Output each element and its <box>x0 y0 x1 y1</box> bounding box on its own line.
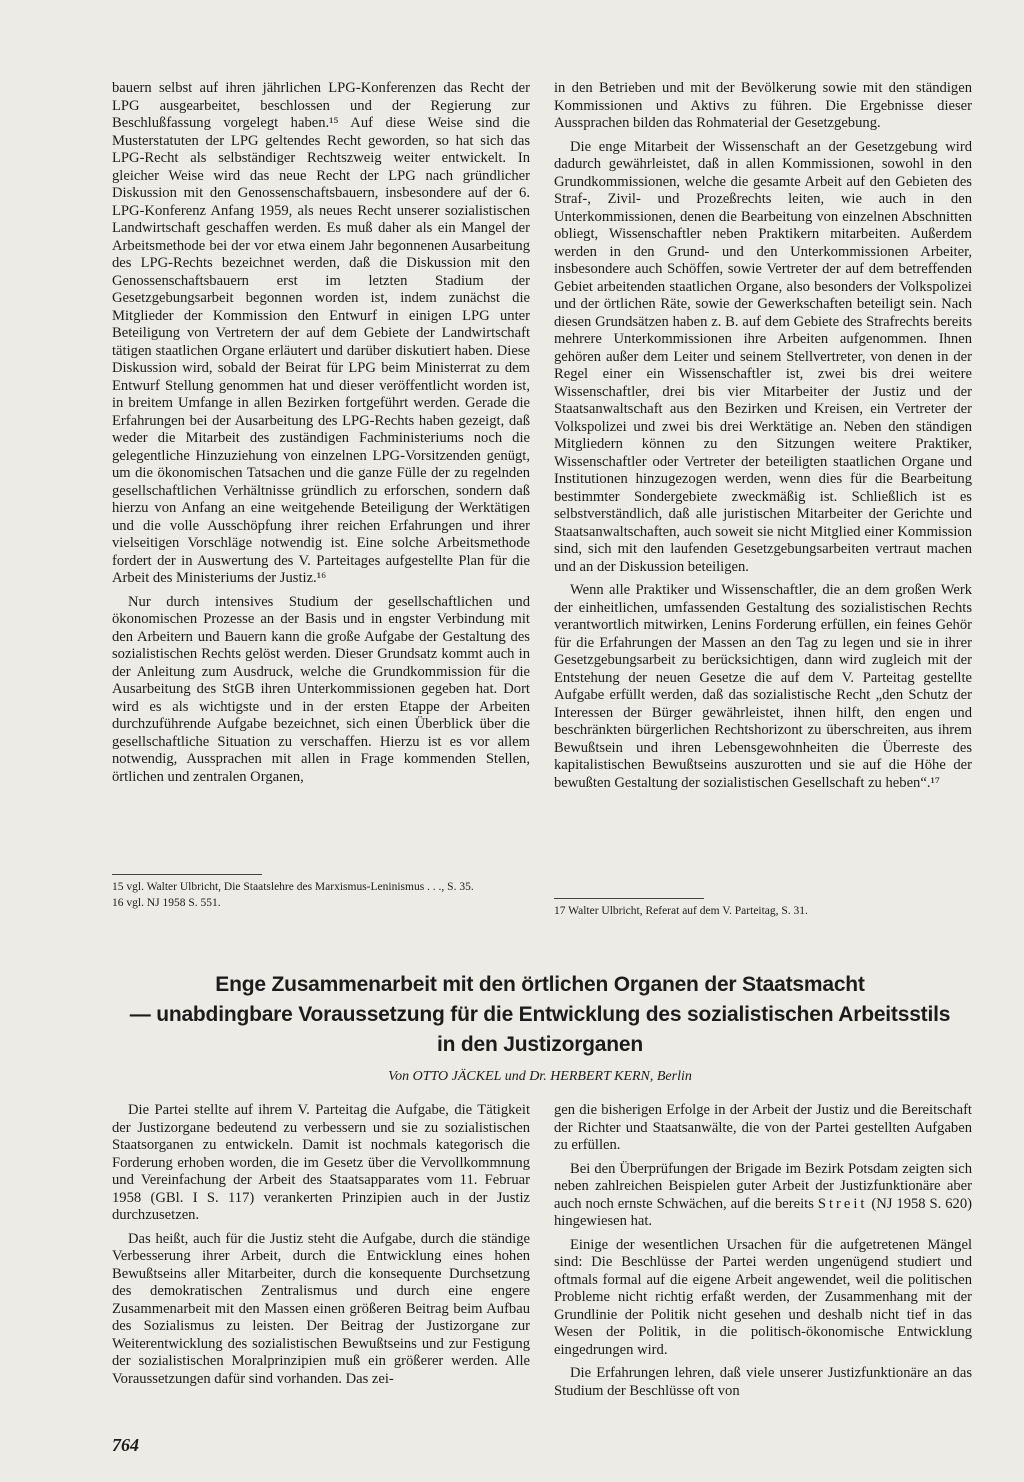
footnotes-right <box>554 904 972 920</box>
footnote-rule <box>554 898 704 899</box>
paragraph: Die Erfahrungen lehren, daß viele unserer Justizfunktionäre an das Studium der Beschlüsse oft von <box>554 1365 972 1399</box>
author-name-spaced: Streit <box>817 1195 868 1212</box>
paragraph: Das heißt, auch für die Justiz steht die Aufgabe, durch die ständige Verbesserung ihrer Arbeit, durch die Entwicklung eines hohen Bewußtseins aller Mitarbeiter, durch die konsequente Durchsetzung des demokratischen Zentralismus und durch eine engere Zusammenarbeit mit den Massen einen größeren Beitrag beim Aufbau des Sozialismus zu leisten. Der Beitrag der Justizorgane zur Weiterentwicklung des sozialistischen Bewußtseins und zur Festigung der sozialistischen Moralprinzipien muß ein größerer werden. Alle Voraussetzungen dafür sind vorhanden. Das zei- <box>112 1230 530 1387</box>
top-right-column <box>554 80 972 798</box>
footnotes-left <box>112 880 530 912</box>
text-run: (NJ 1958 S. 620) hingewiesen hat. <box>554 1195 972 1229</box>
paragraph: Wenn alle Praktiker und Wissenschaftler, die an dem großen Werk der einheitlichen, umfassenden Gestaltung des sozialistischen Rechts verantwortlich mitwirken, Lenins Forderung erfüllen, ein feines Gehör für die Erfahrungen der Massen an den Tag zu legen und sie in ihrer Gesetzgebungsarbeit zu berücksichtigen, dann wird zugleich mit der Entstehung der neuen Gesetze die auf dem V. Parteitag gestellte Aufgabe erfüllt werden, daß das sozialistische Recht „den Schutz der Interessen der Bürger gewährleistet, ihnen hilft, den engen und beschränkten bürgerlichen Rechtshorizont zu überschreiten, aus ihrem Bewußtsein und ihren Lebensgewohnheiten die Überreste des kapitalistischen Bewußtseins auszurotten und sie auf die Höhe der bewußten Gestaltung der sozialistischen Gesellschaft zu heben“.¹⁷ <box>554 582 972 791</box>
paragraph <box>554 1161 972 1231</box>
paragraph: bauern selbst auf ihren jährlichen LPG-Konferenzen das Recht der LPG ausgearbeitet, beschlossen und der Regierung zur Beschlußfassung vorgelegt haben.¹⁵ Auf diese Weise sind die Musterstatuten der LPG geltendes Recht geworden, so hat sich das LPG-Recht als selbständiger Rechtszweig weiter entwickelt. In gleicher Weise wird das neue Recht der LPG nach gründlicher Diskussion mit den Genossenschaftsbauern, insbesondere auf der 6. LPG-Konferenz Anfang 1959, als neues Recht unserer sozialistischen Landwirtschaft geschaffen werden. Es muß daher als ein Mangel der Arbeitsmethode bei der vor etwa einem Jahr begonnenen Ausarbeitung des LPG-Rechts bezeichnet werden, daß die Diskussion mit den Genossenschaftsbauern erst im letzten Stadium der Gesetzgebungsarbeit begonnen worden ist, indem zunächst die Mitglieder der Kommission den Entwurf in einigen LPG unter Beteiligung von Vertretern der auf dem Gebiete der Landwirtschaft tätigen staatlichen Organe erläutert und darüber diskutiert haben. Diese Diskussion wird, sobald der Beirat für LPG beim Ministerrat zu dem Entwurf Stellung genommen hat und dieser veröffentlicht worden ist, in breitem Umfange in allen Bezirken fortgeführt werden. Gerade die Erfahrungen bei der Ausarbeitung des LPG-Rechts haben gezeigt, daß weder die Mitarbeit des zuständigen Fachministeriums noch die gelegentliche Hinzuziehung von einzelnen LPG-Vorsitzenden genügt, um die ökonomischen Tatsachen und die ganze Fülle der zu regelnden gesellschaftlichen Verhältnisse gründlich zu erforschen, sondern daß hierzu von Anfang an eine weitgehende Beteiligung der Werktätigen und die volle Ausschöpfung ihrer reichen Erfahrungen und ihrer vielseitigen Vorschläge notwendig ist. Eine solche Arbeitsmethode fordert der in Auswertung des V. Parteitages aufgestellte Plan für die Arbeit des Ministeriums der Justiz.¹⁶ <box>112 80 530 586</box>
title-line: — unabdingbare Voraussetzung für die Entwicklung des sozialistischen Arbeitsstils <box>129 1003 951 1026</box>
title-line: in den Justizorganen <box>436 1033 644 1056</box>
top-left-column <box>112 80 530 792</box>
article-byline: Von OTTO JÄCKEL und Dr. HERBERT KERN, Berlin <box>388 1069 692 1084</box>
page-number: 764 <box>112 1435 139 1455</box>
footnote-17: 17 Walter Ulbricht, Referat auf dem V. Parteitag, S. 31. <box>554 905 808 917</box>
article-left-column <box>112 1102 530 1394</box>
paragraph: in den Betrieben und mit der Bevölkerung sowie mit den ständigen Kommissionen und Aktivs zu führen. Die Ergebnisse dieser Aussprachen bilden das Rohmaterial der Gesetzgebung. <box>554 80 972 131</box>
title-line: Enge Zusammenarbeit mit den örtlichen Organen der Staatsmacht <box>215 973 865 996</box>
paragraph: gen die bisherigen Erfolge in der Arbeit der Justiz und die Bereitschaft der Richter und Staatsanwälte, die von der Partei gestellten Aufgaben zu erfüllen. <box>554 1102 972 1153</box>
article-title <box>110 970 970 1060</box>
footnote-rule <box>112 874 262 875</box>
footnote-15: 15 vgl. Walter Ulbricht, Die Staatslehre des Marxismus-Leninismus . . ., S. 35. <box>112 881 474 893</box>
paragraph: Die Partei stellte auf ihrem V. Parteitag die Aufgabe, die Tätigkeit der Justizorgane bedeutend zu verbessern und sie zu sozialistischen Staatsorganen zu entwickeln. Damit ist nochmals kategorisch die Forderung erhoben worden, die im Gesetz über die Vervollkommnung und Vereinfachung der Arbeit des Staatsapparates vom 11. Februar 1958 (GBl. I S. 117) verankerten Prinzipien auch in der Justiz durchzusetzen. <box>112 1102 530 1223</box>
paragraph: Einige der wesentlichen Ursachen für die aufgetretenen Mängel sind: Die Beschlüsse der Partei werden ungenügend studiert und oftmals formal auf die eigene Arbeit angewendet, weil die politischen Probleme nicht richtig erfaßt werden, der Zusammenhang mit der Grundlinie der Politik nicht gesehen und deshalb nicht tief in das Wesen der Politik, in die politisch-ökonomische Entwicklung eingedrungen wird. <box>554 1236 972 1358</box>
footnote-16: 16 vgl. NJ 1958 S. 551. <box>112 897 221 909</box>
text-run: Bei den Überprüfungen der Brigade im Bezirk Potsdam zeigten sich neben zahlreichen Beispielen guter Arbeit der Justizfunktionäre aber auch noch ernste Schwächen, auf die bereits <box>554 1160 972 1212</box>
paragraph: Die enge Mitarbeit der Wissenschaft an der Gesetzgebung wird dadurch gewährleistet, daß in allen Kommissionen, sowohl in den Grundkommissionen, welche die gesamte Arbeit auf den Gebieten des Straf-, Zivil- und Prozeßrechts leiten, wie auch in den Unterkommissionen, denen die Bearbeitung von einzelnen Abschnitten obliegt, Wissenschaftler neben Praktikern mitarbeiten. Außerdem werden in den Grund- und den Unterkommissionen Arbeiter, insbesondere auch Schöffen, sowie Vertreter der auf dem betreffenden Gebiet arbeitenden staatlichen Organe, also besonders der Volkspolizei und der örtlichen Räte, sowie der Gewerkschaften beteiligt sein. Nach diesen Grundsätzen haben z. B. auf dem Gebiete des Strafrechts bereits mehrere Unterkommissionen ihre Arbeiten aufgenommen. Ihnen gehören außer dem Leiter und seinem Stellvertreter, von denen in der Regel einer ein Wissenschaftler ist, zwei bis drei weitere Wissenschaftler, drei bis vier Mitarbeiter der Justiz und der Staatsanwaltschaft aus den Bezirken und Kreisen, ein Vertreter der Volkspolizei und zwei bis drei Werktätige an. Neben den ständigen Mitgliedern können zu den Sitzungen weitere Praktiker, Wissenschaftler oder Vertreter der beteiligten staatlichen Organe und Institutionen hinzugezogen werden, wenn dies für die Bearbeitung bestimmter Sondergebiete zweckmäßig ist. Schließlich ist es selbstverständlich, daß alle juristischen Mitarbeiter der Gerichte und Staatsanwaltschaften, auch soweit sie nicht Mitglied einer Kommission sind, sich mit den laufenden Gesetzgebungsarbeiten vertraut machen und an der Diskussion beteiligen. <box>554 138 972 575</box>
article-right-column <box>554 1102 972 1406</box>
paragraph: Nur durch intensives Studium der gesellschaftlichen und ökonomischen Prozesse an der Basis und in engster Verbindung mit den Arbeitern und Bauern kann die große Aufgabe der Gestaltung des sozialistischen Rechts gelöst werden. Dieser Grundsatz kommt auch in der Anleitung zum Ausdruck, welche die Grundkommission für die Ausarbeitung des StGB ihren Unterkommissionen gegeben hat. Dort wird es als wichtigste und in der ersten Etappe der Arbeiten durchzuführende Aufgabe bezeichnet, sich einen Überblick über die gesellschaftliche Situation zu verschaffen. Hierzu ist es vor allem notwendig, Aussprachen mit allen in Frage kommenden Stellen, örtlichen und zentralen Organen, <box>112 593 530 785</box>
